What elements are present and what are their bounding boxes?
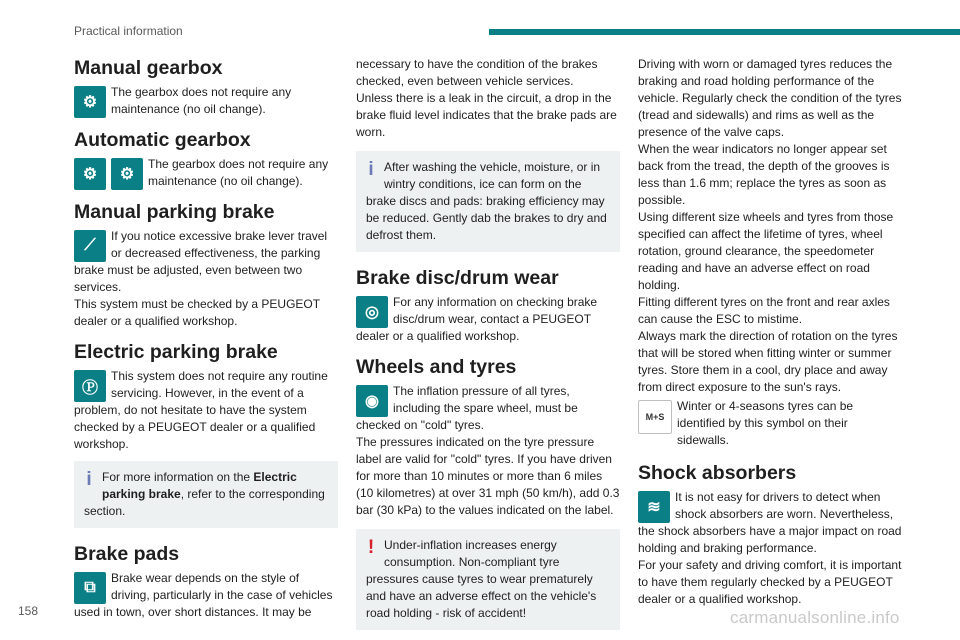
wheels-text-2: The pressures indicated on the tyre pressure label are valid for "cold" tyres. If you have driven for more than 10 minutes or more than 6 miles (10 kilometres) at over 31 mph (50 km/h), add 0.3 bar (30 kPa) to the values indicated on the label. — [356, 435, 620, 517]
heading-brake-disc-wear: Brake disc/drum wear — [356, 267, 559, 289]
heading-brake-pads: Brake pads — [74, 543, 180, 565]
shock-absorbers-text-2: For your safety and driving comfort, it is important to have them regularly checked by a PEUGEOT dealer or a qualified workshop. — [638, 558, 902, 606]
tyre-icon: ◉ — [356, 385, 388, 417]
manual-gearbox-text: The gearbox does not require any maintenance (no oil change). — [111, 85, 292, 116]
manual-parking-brake-text-1: If you notice excessive brake lever travel or decreased effectiveness, the parking brake must be adjusted, even between two services. — [74, 229, 328, 294]
column-3 — [638, 56, 902, 608]
wheels-text-1: The inflation pressure of all tyres, including the spare wheel, must be checked on "cold" tyres. — [356, 384, 578, 432]
winter-tyres-block — [638, 398, 902, 449]
brake-continued-text: necessary to have the condition of the brakes checked, even between vehicle services. — [356, 57, 598, 88]
electric-parking-brake-text: This system does not require any routine servicing. However, in the event of a problem, do not hesitate to have the system checked by a PEUGEOT dealer or a qualified workshop. — [74, 369, 328, 451]
manual-parking-brake-text-2: This system must be checked by a PEUGEOT dealer or a qualified workshop. — [74, 297, 320, 328]
wheels-block — [356, 383, 620, 434]
header-accent-bar — [489, 29, 960, 35]
brake-continued-text-2: Unless there is a leak in the circuit, a drop in the brake fluid level indicates that the brake pads are worn. — [356, 91, 617, 139]
column-1 — [74, 56, 338, 621]
warning-text: Under-inflation increases energy consumption. Non-compliant tyre pressures cause tyres to wear prematurely and have an adverse effect on the vehicle's road holding - risk of accident! — [366, 538, 597, 620]
brake-disc-text: For any information on checking brake disc/drum wear, contact a PEUGEOT dealer or a qualified workshop. — [356, 295, 598, 343]
column-2 — [356, 56, 620, 630]
tyres-paragraph-4: Fitting different tyres on the front and rear axles can cause the ESC to mistime. — [638, 295, 890, 326]
brake-pads-icon: ⧉ — [74, 572, 106, 604]
shock-absorbers-block — [638, 489, 902, 557]
automatic-gearbox-icon-2: ⚙ — [111, 158, 143, 190]
heading-manual-gearbox: Manual gearbox — [74, 57, 223, 79]
washing-note-text: After washing the vehicle, moisture, or in wintry conditions, ice can form on the brake discs and pads: braking efficiency may be reduced. Gently dab the brakes to dry and defrost them. — [366, 160, 607, 242]
automatic-gearbox-text: The gearbox does not require any maintenance (no oil change). — [148, 157, 329, 188]
tyres-paragraph-5: Always mark the direction of rotation on the tyres that will be stored when fitting winter or summer tyres. Store them in a cool, dry place and away from direct exposure to the sun's rays. — [638, 329, 898, 394]
page-number: 158 — [18, 604, 39, 618]
brake-disc-block — [356, 294, 620, 345]
heading-shock-absorbers: Shock absorbers — [638, 462, 797, 484]
manual-parking-brake-block — [74, 228, 338, 296]
warning-icon: ! — [367, 537, 375, 558]
heading-wheels-and-tyres: Wheels and tyres — [356, 356, 517, 378]
heading-manual-parking-brake: Manual parking brake — [74, 201, 275, 223]
tyres-paragraph-3: Using different size wheels and tyres from those specified can affect the lifetime of tyres, wheel rotation, ground clearance, the speedometer reading and have an adverse effect on road holding. — [638, 210, 894, 292]
electric-parking-brake-note — [74, 461, 338, 528]
heading-automatic-gearbox: Automatic gearbox — [74, 129, 251, 151]
tyres-paragraph-2: When the wear indicators no longer appear set back from the tread, the depth of the grooves is less than 1.6 mm; replace the tyres as soon as possible. — [638, 142, 890, 207]
tyres-paragraph-1: Driving with worn or damaged tyres reduces the braking and road holding performance of the vehicle. Regularly check the condition of the tyres (tread and sidewalls) and rims as well as the presence of the valve caps. — [638, 57, 902, 139]
shock-absorbers-text-1: It is not easy for drivers to detect when shock absorbers are worn. Nevertheless, the shock absorbers have a major impact on road holding and braking performance. — [638, 490, 902, 555]
info-icon: i — [368, 159, 374, 180]
running-header: Practical information — [74, 24, 183, 38]
washing-note — [356, 151, 620, 252]
heading-electric-parking-brake: Electric parking brake — [74, 341, 278, 363]
underinflation-warning — [356, 529, 620, 630]
info-icon: i — [86, 469, 92, 490]
gearbox-icon: ⚙ — [74, 86, 106, 118]
electric-parking-brake-block — [74, 368, 338, 453]
shock-absorber-icon: ≋ — [638, 491, 670, 523]
winter-tyres-text: Winter or 4-seasons tyres can be identified by this symbol on their sidewalls. — [677, 399, 854, 447]
brake-pads-block — [74, 570, 338, 621]
electric-parking-brake-icon: Ⓟ — [74, 370, 106, 402]
watermark: carmanualsonline.info — [730, 608, 900, 627]
note-text: For more information on the Electric parking brake, refer to the corresponding section. — [84, 470, 325, 518]
brake-pads-text: Brake wear depends on the style of driving, particularly in the case of vehicles used in town, over short distances. It may be — [74, 571, 333, 619]
automatic-gearbox-icon: ⚙ — [74, 158, 106, 190]
mountain-snowflake-icon: M+S — [638, 400, 672, 434]
parking-brake-icon: ⟋ — [74, 230, 106, 262]
brake-disc-icon: ◎ — [356, 296, 388, 328]
automatic-gearbox-block — [74, 156, 338, 190]
manual-gearbox-block — [74, 84, 338, 118]
